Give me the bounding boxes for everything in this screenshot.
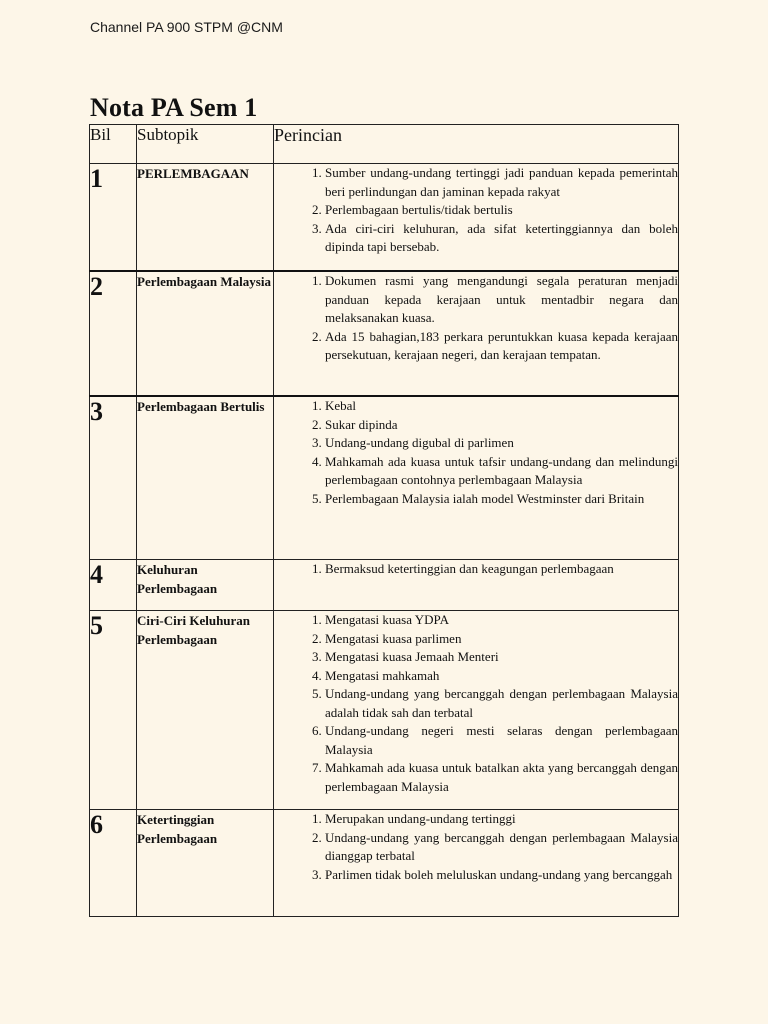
row-subtopic: Ketertinggian Perlembagaan — [137, 810, 274, 917]
column-header-subtopik: Subtopik — [137, 125, 274, 164]
detail-item: 1. Mengatasi kuasa YDPA — [325, 611, 678, 630]
detail-item: 1. Bermaksud ketertinggian dan keagungan perlembagaan — [325, 560, 678, 579]
detail-item: 2. Mengatasi kuasa parlimen — [325, 630, 678, 649]
row-subtopic: Perlembagaan Malaysia — [137, 271, 274, 396]
row-number: 4 — [90, 560, 137, 611]
detail-item: 2. Perlembagaan bertulis/tidak bertulis — [325, 201, 678, 220]
row-subtopic: PERLEMBAGAAN — [137, 164, 274, 272]
table-row — [90, 560, 679, 611]
details-list — [274, 164, 678, 257]
row-details — [274, 810, 679, 917]
row-details — [274, 271, 679, 396]
row-number: 6 — [90, 810, 137, 917]
detail-item: 1. Merupakan undang-undang tertinggi — [325, 810, 678, 829]
row-number: 1 — [90, 164, 137, 272]
detail-item: 5. Perlembagaan Malaysia ialah model Westminster dari Britain — [325, 490, 678, 509]
detail-item: 3. Mengatasi kuasa Jemaah Menteri — [325, 648, 678, 667]
notes-table — [89, 124, 679, 917]
details-list — [274, 397, 678, 508]
table-row — [90, 810, 679, 917]
row-details — [274, 611, 679, 810]
detail-item: 4. Mengatasi mahkamah — [325, 667, 678, 686]
table-row — [90, 396, 679, 560]
details-list — [274, 611, 678, 796]
row-number: 3 — [90, 396, 137, 560]
row-details — [274, 396, 679, 560]
channel-header: Channel PA 900 STPM @CNM — [90, 19, 283, 35]
detail-item: 2. Ada 15 bahagian,183 perkara peruntukkan kuasa kepada kerajaan persekutuan, kerajaan negeri, dan kerajaan tempatan. — [325, 328, 678, 365]
table-row — [90, 611, 679, 810]
detail-item: 1. Kebal — [325, 397, 678, 416]
table-row — [90, 271, 679, 396]
detail-item: 5. Undang-undang yang bercanggah dengan perlembagaan Malaysia adalah tidak sah dan terbatal — [325, 685, 678, 722]
table-header-row — [90, 125, 679, 164]
row-number: 2 — [90, 271, 137, 396]
detail-item: 1. Sumber undang-undang tertinggi jadi panduan kepada pemerintah beri perlindungan dan jaminan kepada rakyat — [325, 164, 678, 201]
detail-item: 2. Undang-undang yang bercanggah dengan perlembagaan Malaysia dianggap terbatal — [325, 829, 678, 866]
details-list — [274, 810, 678, 884]
detail-item: 6. Undang-undang negeri mesti selaras dengan perlembagaan Malaysia — [325, 722, 678, 759]
detail-item: 1. Dokumen rasmi yang mengandungi segala peraturan menjadi panduan kepada kerajaan untuk mentadbir negara dan melaksanakan kuasa. — [325, 272, 678, 328]
detail-item: 3. Ada ciri-ciri keluhuran, ada sifat ketertinggiannya dan boleh dipinda tapi bersebab. — [325, 220, 678, 257]
document-title: Nota PA Sem 1 — [90, 93, 258, 122]
column-header-bil: Bil — [90, 125, 137, 164]
details-list — [274, 272, 678, 365]
row-details — [274, 164, 679, 272]
detail-item: 4. Mahkamah ada kuasa untuk tafsir undang-undang dan melindungi perlembagaan contohnya perlembagaan Malaysia — [325, 453, 678, 490]
column-header-perincian: Perincian — [274, 125, 679, 164]
row-details — [274, 560, 679, 611]
detail-item: 3. Parlimen tidak boleh meluluskan undang-undang yang bercanggah — [325, 866, 678, 885]
detail-item: 3. Undang-undang digubal di parlimen — [325, 434, 678, 453]
row-number: 5 — [90, 611, 137, 810]
row-subtopic: Perlembagaan Bertulis — [137, 396, 274, 560]
row-subtopic: Keluhuran Perlembagaan — [137, 560, 274, 611]
table-row — [90, 164, 679, 272]
row-subtopic: Ciri-Ciri Keluhuran Perlembagaan — [137, 611, 274, 810]
detail-item: 7. Mahkamah ada kuasa untuk batalkan akta yang bercanggah dengan perlembagaan Malaysia — [325, 759, 678, 796]
detail-item: 2. Sukar dipinda — [325, 416, 678, 435]
details-list — [274, 560, 678, 579]
